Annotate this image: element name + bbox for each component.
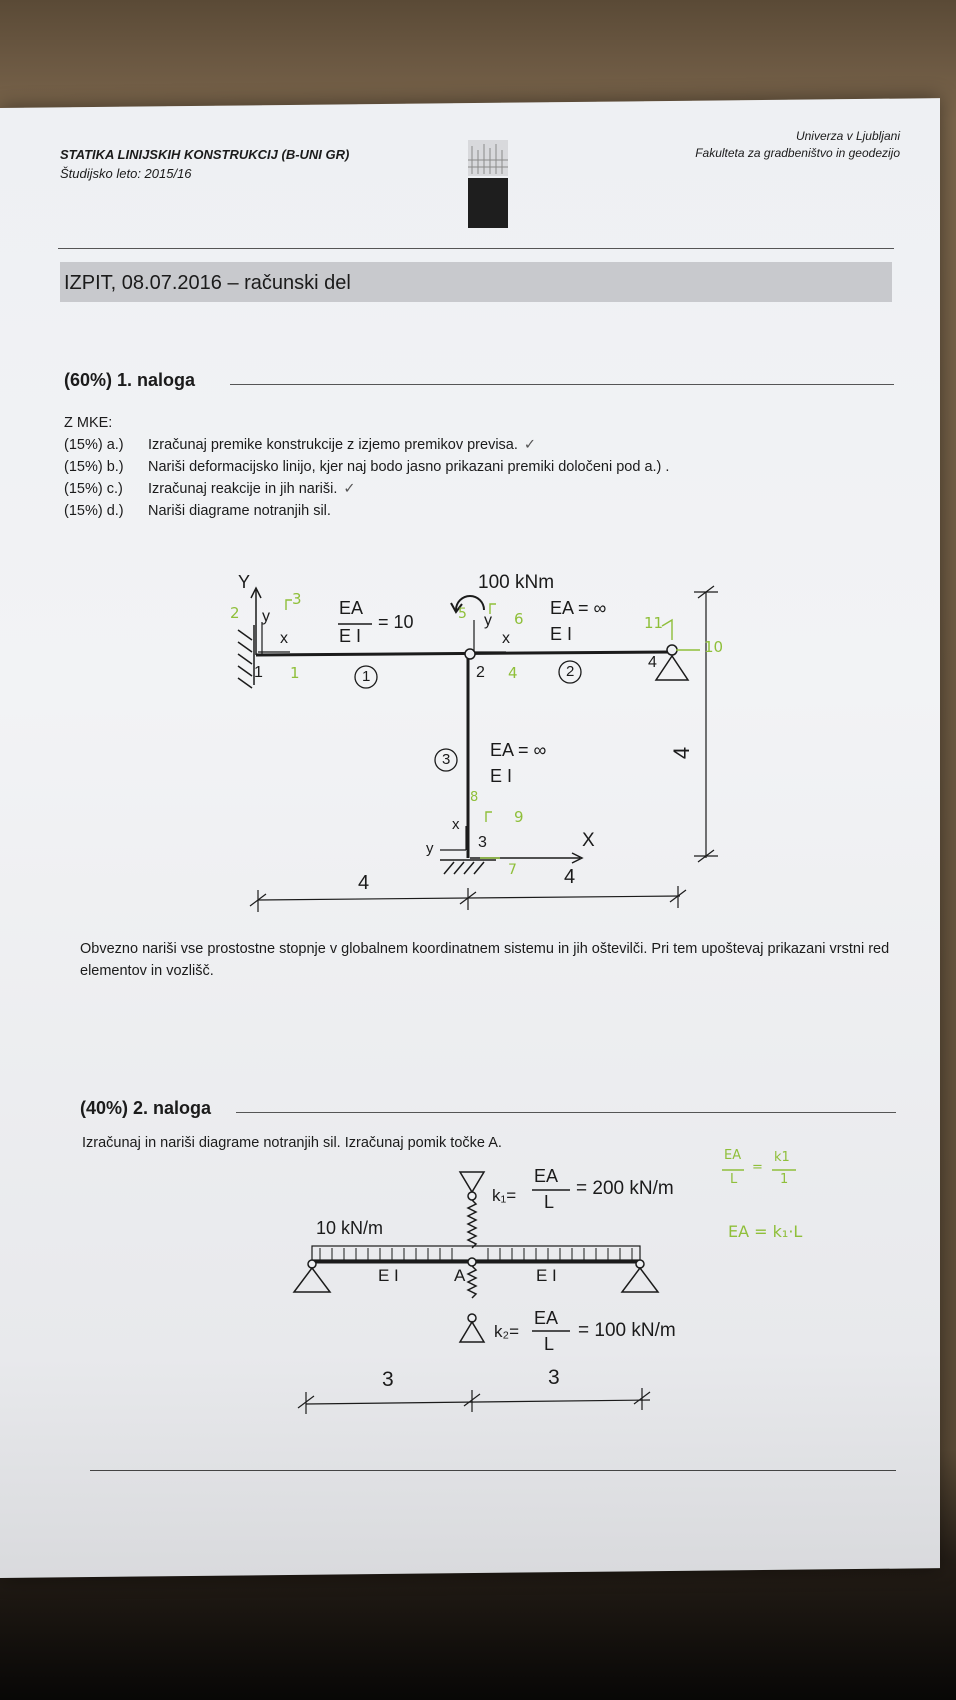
bottom-rule [90, 1470, 896, 1471]
k2-num: EA [534, 1308, 559, 1328]
task2-dimension-lines [298, 1388, 650, 1414]
element2-label: 2 [566, 663, 575, 680]
k2-den: L [544, 1334, 555, 1354]
hw-ea-num: EA [724, 1148, 742, 1163]
dim-vertical: 4 [669, 746, 695, 760]
dof-4: 4 [508, 664, 518, 682]
hw-equals: = [752, 1160, 763, 1175]
local-x-label-el3: x [452, 816, 460, 833]
local-y-label-el2: y [484, 612, 492, 629]
dof-5: 5 [458, 606, 467, 622]
dof-9: 9 [514, 808, 524, 826]
moment-label: 100 kNm [478, 572, 555, 593]
el1-ratio-num: EA [339, 598, 364, 618]
point-A-label: A [454, 1266, 466, 1285]
local-y-label-el1: y [262, 608, 270, 625]
check-icon: ✓ [523, 437, 537, 453]
k2-value: = 100 kN/m [578, 1320, 676, 1341]
task1-intro: Z MKE: [64, 415, 113, 431]
el3-ei-label: E I [490, 766, 513, 786]
dim-right: 4 [564, 866, 576, 888]
task2-dim-right: 3 [548, 1366, 560, 1389]
dof-3: 3 [292, 590, 302, 608]
task1-item-a: (15%) a.) Izračunaj premike konstrukcije z izjemo premikov previsa. ✓ [64, 437, 537, 453]
dim-left: 4 [358, 872, 370, 894]
el3-ea-label: EA = ∞ [490, 740, 547, 760]
dof-7: 7 [508, 862, 517, 878]
fixed-support-node3 [440, 860, 496, 874]
element1-label: 1 [362, 668, 371, 685]
k1-label: k₁= [492, 1186, 517, 1205]
moment-arrow-icon [451, 596, 484, 612]
academic-year: Študijsko leto: 2015/16 [60, 166, 192, 181]
check-icon: ✓ [343, 481, 356, 497]
task2-intro: Izračunaj in nariši diagrame notranjih sil. Izračunaj pomik točke A. [82, 1135, 502, 1151]
node2-label: 2 [476, 664, 485, 681]
task2-title: (40%) 2. naloga [80, 1098, 212, 1118]
local-x-label-el1: x [280, 630, 288, 647]
task1-item-b: (15%) b.) Nariši deformacijsko linijo, kjer naj bodo jasno prikazani premiki določeni pod a.) . [64, 459, 670, 475]
node4-label: 4 [648, 654, 657, 671]
axis-X-label: X [582, 830, 595, 851]
dof-10: 10 [704, 638, 724, 656]
dof-6: 6 [514, 610, 524, 628]
element3-label: 3 [442, 751, 451, 768]
el1-ratio-val: = 10 [378, 612, 414, 632]
hw-l-den: L [730, 1172, 738, 1187]
dof-11: 11 [644, 614, 664, 632]
ei-right-label: E I [536, 1266, 557, 1285]
course-name: STATIKA LINIJSKIH KONSTRUKCIJ (B-UNI GR) [60, 147, 350, 162]
k1-value: = 200 kN/m [576, 1178, 674, 1199]
task1-item-d: (15%) d.) Nariši diagrame notranjih sil. [64, 503, 331, 519]
k1-den: L [544, 1192, 555, 1212]
dof-1: 1 [290, 664, 300, 682]
axis-Y-label: Y [238, 572, 251, 592]
beam-elements-1-2 [256, 652, 672, 655]
node3-label: 3 [478, 834, 487, 851]
node1-label: 1 [254, 664, 263, 681]
distributed-load-arrows [320, 1248, 632, 1260]
dof-8: 8 [470, 790, 479, 805]
university-name: Univerza v Ljubljani [795, 129, 900, 143]
dof-2: 2 [230, 604, 240, 622]
local-x-label-el2: x [502, 630, 510, 647]
global-axis-Y [251, 588, 261, 655]
el1-ratio-den: E I [339, 626, 362, 646]
el2-ei-label: E I [550, 624, 573, 644]
ei-left-label: E I [378, 1266, 399, 1285]
fixed-support-node1 [238, 625, 254, 688]
task2-dim-left: 3 [382, 1368, 394, 1391]
hw-ea-formula: EA = k₁·L [728, 1222, 803, 1241]
task1-note: Obvezno nariši vse prostostne stopnje v globalnem koordinatnem sistemu in jih oštevilči. Pri tem upoštevaj prikazani vrstni red elementov in vozlišč. [80, 941, 890, 979]
el2-ea-label: EA = ∞ [550, 598, 607, 618]
k2-label: k₂= [494, 1322, 520, 1341]
load-label: 10 kN/m [316, 1218, 384, 1238]
task2-title-rule [236, 1112, 896, 1113]
faculty-name: Fakulteta za gradbeništvo in geodezijo [695, 146, 900, 160]
k1-num: EA [534, 1166, 559, 1186]
task1-title: (60%) 1. naloga [64, 370, 196, 390]
hw-k1-num: k1 [774, 1150, 790, 1165]
local-y-label-el3: y [426, 840, 434, 857]
hw-1-den: 1 [780, 1172, 789, 1187]
task1-item-c: (15%) c.) Izračunaj reakcije in jih nariši. ✓ [64, 481, 356, 497]
exam-title: IZPIT, 08.07.2016 – računski del [64, 272, 351, 294]
